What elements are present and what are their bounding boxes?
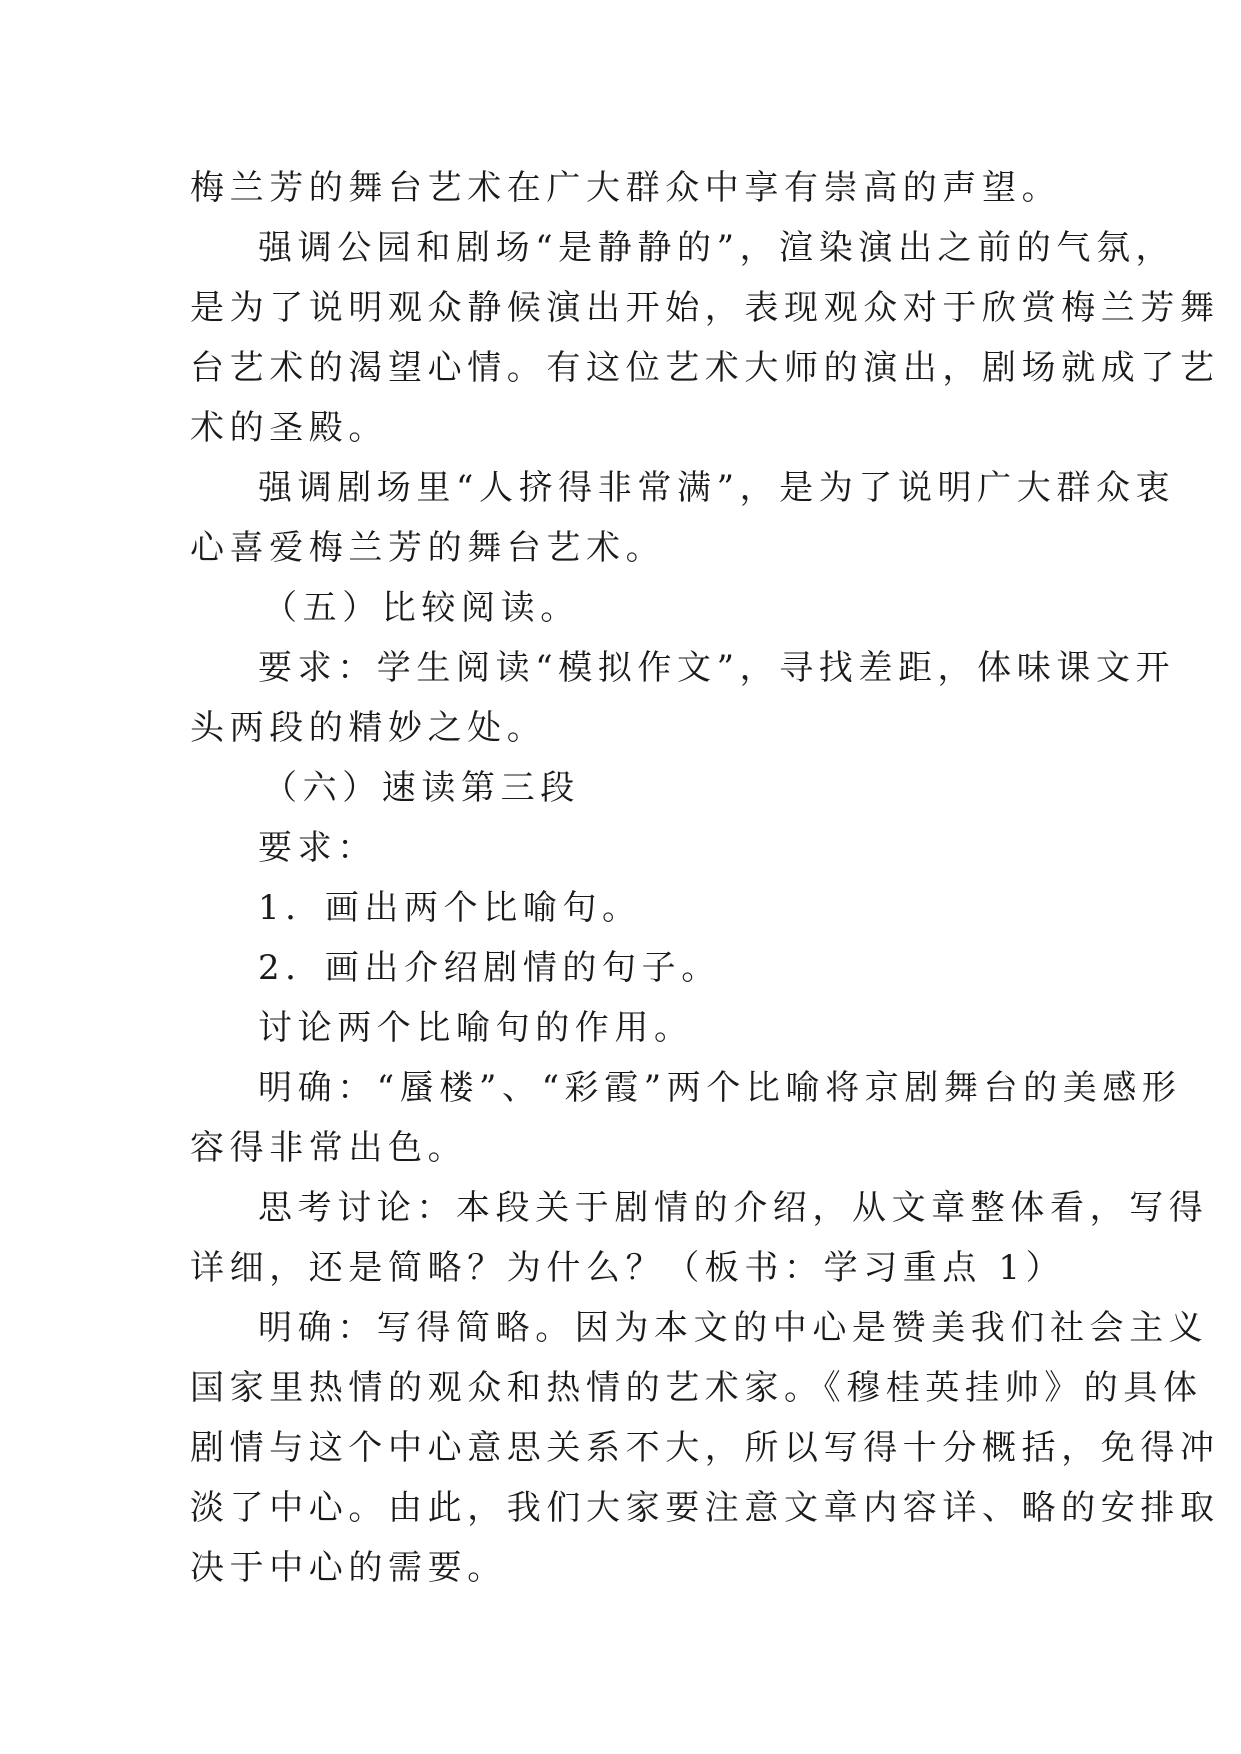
paragraph-line: 国家里热情的观众和热情的艺术家。《穆桂英挂帅》的具体 [190, 1368, 1203, 1408]
paragraph-line: 明确：写得简略。因为本文的中心是赞美我们社会主义 [258, 1308, 1209, 1348]
paragraph-line: 头两段的精妙之处。 [190, 708, 547, 748]
paragraph-line: 是为了说明观众静候演出开始，表现观众对于欣赏梅兰芳舞 [190, 288, 1220, 328]
section-heading: （五）比较阅读。 [263, 588, 580, 628]
paragraph-line: 台艺术的渴望心情。有这位艺术大师的演出，剧场就成了艺 [190, 348, 1220, 388]
paragraph-line: 强调公园和剧场“是静静的”，渲染演出之前的气氛， [258, 228, 1176, 268]
paragraph-line: 明确：“蜃楼”、“彩霞”两个比喻将京剧舞台的美感形 [258, 1068, 1182, 1108]
paragraph-line: 要求： [258, 828, 377, 868]
paragraph-line: 剧情与这个中心意思关系不大，所以写得十分概括，免得冲 [190, 1428, 1220, 1468]
list-item: 1．画出两个比喻句。 [258, 888, 642, 928]
paragraph-line: 讨论两个比喻句的作用。 [258, 1008, 694, 1048]
paragraph-line: 术的圣殿。 [190, 408, 388, 448]
paragraph-line: 强调剧场里“人挤得非常满”，是为了说明广大群众衷 [258, 468, 1176, 508]
paragraph-line: 决于中心的需要。 [190, 1548, 507, 1588]
paragraph-line: 详细，还是简略？为什么？（板书：学习重点 1） [190, 1248, 1066, 1288]
list-item: 2．画出介绍剧情的句子。 [258, 948, 721, 988]
paragraph-line: 思考讨论：本段关于剧情的介绍，从文章整体看，写得 [258, 1188, 1209, 1228]
paragraph-line: 要求：学生阅读“模拟作文”，寻找差距，体味课文开 [258, 648, 1176, 688]
paragraph-line: 梅兰芳的舞台艺术在广大群众中享有崇高的声望。 [190, 168, 1062, 208]
paragraph-line: 心喜爱梅兰芳的舞台艺术。 [190, 528, 666, 568]
paragraph-line: 淡了中心。由此，我们大家要注意文章内容详、略的安排取 [190, 1488, 1220, 1528]
section-heading: （六）速读第三段 [263, 768, 580, 808]
paragraph-line: 容得非常出色。 [190, 1128, 468, 1168]
